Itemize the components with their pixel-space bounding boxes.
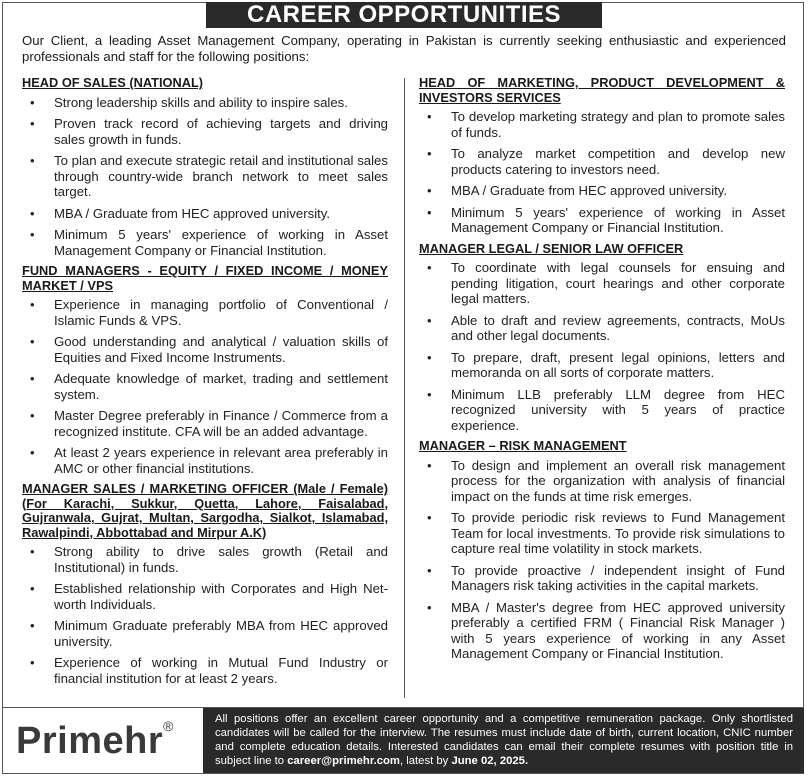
footer-text-body: All positions offer an excellent career opportunity and a competitive remuneration package. Only shortlisted candidates will be called for the interview. The resumes must include date of birth, current location, CNIC number and complete education details. Interested candidates can email their complete resumes with position title in subject line to: [215, 713, 793, 767]
registered-mark: ®: [163, 718, 174, 734]
bullet-icon: •: [30, 116, 35, 131]
section-title: MANAGER – RISK MANAGEMENT: [419, 438, 627, 453]
requirement-list: [419, 260, 785, 433]
footer-band: [203, 708, 804, 773]
list-item: [22, 408, 388, 439]
list-item-text: To analyze market competition and develop new products catering to investors need.: [451, 146, 785, 177]
list-item: [419, 387, 785, 434]
list-item: [419, 146, 785, 177]
requirement-list: [22, 95, 388, 259]
section-title: MANAGER SALES / MARKETING OFFICER (Male / Female) (For Karachi, Sukkur, Quetta, Lahore, Faisalabad, Gujranwala, Gujrat, Multan, Sargodha, Sialkot, Islamabad, Rawalpindi, Abbottabad and Mirpur A.K): [22, 481, 388, 540]
bullet-icon: •: [30, 94, 35, 110]
footer-text: [215, 712, 793, 768]
bullet-icon: •: [30, 408, 35, 423]
list-item-text: To design and implement an overall risk management process for the organization with analysis of financial impact on the funds at time risk emerges.: [451, 457, 785, 504]
logo-text: Primehr: [16, 720, 164, 762]
list-item: [22, 618, 388, 649]
list-item-text: MBA / Graduate from HEC approved university.: [54, 205, 331, 221]
page-title: CAREER OPPORTUNITIES: [206, 2, 602, 28]
section-title: HEAD OF SALES (NATIONAL): [22, 75, 204, 90]
list-item-text: Strong leadership skills and ability to inspire sales.: [54, 94, 348, 110]
list-item: [22, 95, 388, 111]
bullet-icon: •: [427, 312, 432, 328]
list-item: [22, 334, 388, 365]
list-item: [419, 563, 785, 594]
bullet-icon: •: [427, 260, 432, 275]
list-item-text: To develop marketing strategy and plan to promote sales of funds.: [451, 109, 785, 140]
list-item-text: MBA / Graduate from HEC approved university.: [451, 183, 728, 198]
list-item: [419, 109, 785, 140]
list-item: [419, 260, 785, 307]
list-item-text: MBA / Master's degree from HEC approved university preferably a certified FRM ( Financial Risk Manager ) with 5 years experience of working in any Asset Management Company or Financial Institution.: [451, 599, 785, 661]
bullet-icon: •: [30, 297, 35, 312]
list-item-text: Established relationship with Corporates and High Net-worth Individuals.: [54, 581, 388, 612]
list-item-text: Experience of working in Mutual Fund Industry or financial institution for at least 2 years.: [54, 655, 388, 686]
job-section: [419, 439, 785, 662]
bullet-icon: •: [427, 599, 432, 615]
bullet-icon: •: [427, 386, 432, 402]
footer-text-mid: , latest by: [399, 755, 452, 767]
primehr-logo: [16, 720, 174, 764]
job-section: [419, 242, 785, 434]
list-item-text: Strong ability to drive sales growth (Retail and Institutional) in funds.: [54, 544, 388, 575]
list-item: [22, 153, 388, 200]
list-item: [419, 183, 785, 199]
section-title: HEAD OF MARKETING, PRODUCT DEVELOPMENT & INVESTORS SERVICES: [419, 75, 785, 105]
list-item-text: To coordinate with legal counsels for ensuing and pending litigation, court hearings and other corporate legal matters.: [451, 260, 785, 306]
bullet-icon: •: [427, 183, 432, 198]
list-item-text: To prepare, draft, present legal opinions, letters and memoranda on all sorts of corporate matters.: [451, 349, 785, 380]
bullet-icon: •: [30, 227, 35, 242]
bullet-icon: •: [30, 544, 35, 559]
bullet-icon: •: [427, 349, 432, 365]
list-item: [419, 458, 785, 505]
bullet-icon: •: [30, 618, 35, 633]
requirement-list: [419, 458, 785, 662]
bullet-icon: •: [30, 445, 35, 460]
bullet-icon: •: [427, 457, 432, 473]
job-section: [419, 76, 785, 236]
requirement-list: [419, 109, 785, 236]
footer: [2, 707, 804, 774]
list-item: [22, 544, 388, 575]
requirement-list: [22, 544, 388, 686]
deadline-date: June 02, 2025.: [451, 755, 529, 767]
bullet-icon: •: [30, 371, 35, 386]
list-item-text: Minimum LLB preferably LLM degree from HEC recognized university with 5 years of practice experience.: [451, 386, 785, 433]
list-item: [419, 510, 785, 557]
list-item-text: Minimum 5 years' experience of working in Asset Management Company or Financial Institution.: [54, 227, 388, 258]
list-item: [22, 371, 388, 402]
list-item: [419, 600, 785, 662]
bullet-icon: •: [30, 205, 35, 221]
list-item: [419, 205, 785, 236]
list-item-text: Proven track record of achieving targets and driving sales growth in funds.: [54, 116, 388, 147]
list-item: [22, 655, 388, 686]
list-item: [22, 116, 388, 147]
bullet-icon: •: [30, 655, 35, 670]
job-section: [22, 264, 388, 476]
bullet-icon: •: [30, 581, 35, 596]
section-title: MANAGER LEGAL / SENIOR LAW OFFICER: [419, 240, 684, 256]
job-section: [22, 76, 388, 258]
column-divider: [404, 78, 405, 698]
contact-email[interactable]: career@primehr.com: [287, 755, 400, 767]
list-item-text: Minimum Graduate preferably MBA from HEC approved university.: [54, 618, 388, 649]
list-item: [22, 581, 388, 612]
list-item-text: Minimum 5 years' experience of working in Asset Management Company or Financial Institution.: [451, 204, 785, 235]
list-item: [22, 227, 388, 258]
bullet-icon: •: [427, 562, 432, 578]
requirement-list: [22, 297, 388, 476]
section-title: FUND MANAGERS - EQUITY / FIXED INCOME / MONEY MARKET / VPS: [22, 263, 388, 293]
list-item: [419, 350, 785, 381]
list-item: [22, 297, 388, 328]
left-column: [22, 76, 388, 692]
list-item-text: To plan and execute strategic retail and institutional sales through country-wide branch network to meet sales target.: [54, 153, 388, 199]
right-column: [419, 76, 785, 668]
list-item: [22, 206, 388, 222]
list-item-text: Master Degree preferably in Finance / Commerce from a recognized institute. CFA will be an added advantage.: [54, 408, 388, 439]
list-item-text: Able to draft and review agreements, contracts, MoUs and other legal documents.: [451, 312, 785, 343]
bullet-icon: •: [30, 334, 35, 349]
list-item-text: Experience in managing portfolio of Conventional / Islamic Funds & VPS.: [54, 297, 388, 328]
bullet-icon: •: [30, 153, 35, 168]
list-item-text: Adequate knowledge of market, trading and settlement system.: [54, 371, 388, 402]
list-item-text: At least 2 years experience in relevant area preferably in AMC or other financial institutions.: [54, 445, 388, 476]
list-item-text: Good understanding and analytical / valuation skills of Equities and Fixed Income Instruments.: [54, 334, 388, 365]
list-item-text: To provide proactive / independent insight of Fund Managers risk taking activities in the capital markets.: [451, 562, 785, 593]
bullet-icon: •: [427, 204, 432, 220]
list-item: [22, 445, 388, 476]
bullet-icon: •: [427, 109, 432, 124]
job-section: [22, 482, 388, 686]
intro-paragraph: Our Client, a leading Asset Management Company, operating in Pakistan is currently seeking enthusiastic and experienced professionals and staff for the following positions:: [22, 33, 786, 64]
bullet-icon: •: [427, 510, 432, 525]
list-item-text: To provide periodic risk reviews to Fund Management Team for local investments. To provide risk simulations to capture real time volatility in stock markets.: [451, 510, 785, 556]
bullet-icon: •: [427, 146, 432, 161]
list-item: [419, 313, 785, 344]
